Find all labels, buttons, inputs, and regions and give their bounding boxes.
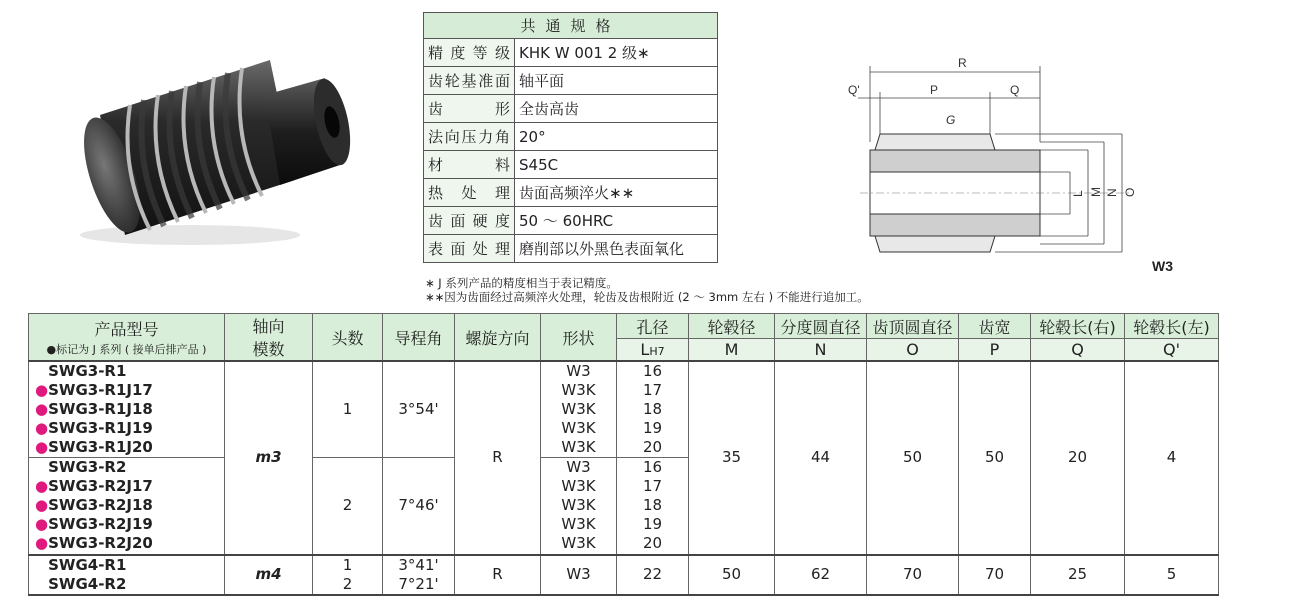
col-face: 齿宽 [959, 314, 1031, 339]
threads-cell [313, 555, 383, 595]
table-row [29, 361, 1219, 458]
shape-value: W3 [566, 362, 591, 380]
bore-cell [617, 361, 689, 458]
spec-key: 齿轮基准面 [424, 67, 515, 95]
spec-key: 齿面硬度 [424, 207, 515, 235]
dim-Q-prime: Q' [848, 83, 860, 97]
table-row [29, 555, 1219, 595]
col-pitch-dia: 分度圆直径 [775, 314, 867, 339]
col-model-label: 产品型号 [94, 320, 159, 339]
col-bore: 孔径 [617, 314, 689, 339]
product-table [28, 313, 1219, 596]
col-model-note: ●标记为 J 系列 ( 接单后排产品 ) [46, 343, 207, 356]
note-2: ∗∗因为齿面经过高频淬火处理，轮齿及齿根附近 (2 ～ 3mm 左右 ) 不能进行追加工。 [425, 290, 869, 304]
pitch-dia-value: 62 [775, 555, 867, 595]
spec-value: 齿面高频淬火∗∗ [515, 179, 718, 207]
pitch-dia-value: 44 [775, 361, 867, 555]
hub-dia-value: 35 [689, 361, 775, 555]
outer-dia-value: 70 [867, 555, 959, 595]
spec-key: 表面处理 [424, 235, 515, 263]
model-code: ●SWG3-R1J19 [35, 419, 153, 437]
module-value: m3 [225, 361, 313, 555]
w3-dimension-drawing [840, 52, 1140, 262]
col-hub-dia-sub: M [689, 339, 775, 362]
dim-M: M [1089, 187, 1103, 197]
spec-value: S45C [515, 151, 718, 179]
hub-l-value: 5 [1125, 555, 1219, 595]
col-hub-r-sub: Q [1031, 339, 1125, 362]
threads-value: 1 [342, 555, 353, 574]
col-threads: 头数 [313, 314, 383, 362]
bore-value: 18 [642, 400, 663, 418]
bore-value: 16 [642, 458, 663, 477]
model-cell [29, 458, 225, 555]
shape-value: W3K [561, 496, 596, 515]
dim-N: N [1105, 188, 1119, 197]
col-module-label-1: 轴向 [252, 317, 285, 336]
col-hub-r: 轮毂长(右) [1031, 314, 1125, 339]
model-code: ●SWG3-R2J20 [35, 534, 153, 553]
worm-gear-photo [70, 40, 370, 250]
spec-key: 材料 [424, 151, 515, 179]
bore-value: 19 [642, 515, 663, 534]
bore-value: 16 [642, 362, 663, 380]
col-module [225, 314, 313, 362]
model-code: ●SWG3-R2J18 [35, 496, 153, 515]
col-lead-angle: 导程角 [383, 314, 455, 362]
col-bore-sub: LH7 [617, 339, 689, 362]
dim-O: O [1123, 187, 1137, 197]
col-module-label-2: 模数 [252, 340, 285, 359]
bore-value: 20 [642, 438, 663, 456]
outer-dia-value: 50 [867, 361, 959, 555]
hub-l-value: 4 [1125, 361, 1219, 555]
note-1: ∗ J 系列产品的精度相当于表记精度。 [425, 276, 618, 290]
shape-cell [541, 361, 617, 458]
hand-value: R [455, 361, 541, 555]
spec-key: 齿形 [424, 95, 515, 123]
shape-value: W3K [561, 534, 596, 553]
bore-value: 22 [617, 555, 689, 595]
model-cell [29, 555, 225, 595]
shape-value: W3K [561, 515, 596, 534]
shape-cell [541, 458, 617, 555]
model-cell [29, 361, 225, 458]
model-code: SWG3-R2 [48, 458, 127, 477]
face-value: 70 [959, 555, 1031, 595]
spec-value: 磨削部以外黑色表面氧化 [515, 235, 718, 263]
threads-value: 2 [342, 574, 353, 593]
bore-value: 19 [642, 419, 663, 437]
hand-value: R [455, 555, 541, 595]
model-code: ●SWG3-R2J17 [35, 477, 153, 496]
bore-cell [617, 458, 689, 555]
dim-L: L [1071, 190, 1085, 197]
col-hub-dia: 轮毂径 [689, 314, 775, 339]
col-hub-l-sub: Q' [1125, 339, 1219, 362]
model-code: ●SWG3-R1J18 [35, 400, 153, 418]
lead-angle-value: 7°21' [398, 574, 439, 593]
shape-value: W3K [561, 419, 596, 437]
spec-value: 50 ～ 60HRC [515, 207, 718, 235]
threads-value: 1 [313, 361, 383, 458]
bore-value: 20 [642, 534, 663, 553]
model-code: SWG4-R1 [48, 555, 127, 574]
shape-value: W3 [566, 458, 591, 477]
lead-angle-value: 3°54' [383, 361, 455, 458]
lead-angle-cell [383, 555, 455, 595]
col-shape: 形状 [541, 314, 617, 362]
spec-notes [425, 276, 869, 304]
col-hub-l: 轮毂长(左) [1125, 314, 1219, 339]
threads-value: 2 [313, 458, 383, 555]
hub-dia-value: 50 [689, 555, 775, 595]
col-model [29, 314, 225, 362]
spec-value: 轴平面 [515, 67, 718, 95]
lead-angle-value: 3°41' [398, 555, 439, 574]
col-outer-dia: 齿顶圆直径 [867, 314, 959, 339]
model-code: SWG3-R1 [48, 362, 127, 380]
dim-G: G [946, 113, 956, 127]
bore-value: 17 [642, 477, 663, 496]
lead-angle-value: 7°46' [383, 458, 455, 555]
col-pitch-dia-sub: N [775, 339, 867, 362]
col-face-sub: P [959, 339, 1031, 362]
dim-R: R [958, 56, 967, 70]
module-value: m4 [225, 555, 313, 595]
shape-value: W3K [561, 400, 596, 418]
spec-header: 共通规格 [424, 13, 718, 39]
spec-value: 全齿高齿 [515, 95, 718, 123]
model-code: ●SWG3-R2J19 [35, 515, 153, 534]
common-spec-table [423, 12, 718, 263]
dim-Q: Q [1010, 83, 1020, 97]
spec-value: KHK W 001 2 级∗ [515, 39, 718, 67]
hub-r-value: 25 [1031, 555, 1125, 595]
spec-value: 20° [515, 123, 718, 151]
model-code: SWG4-R2 [48, 574, 127, 593]
spec-key: 法向压力角 [424, 123, 515, 151]
shape-value: W3K [561, 477, 596, 496]
shape-value: W3 [541, 555, 617, 595]
bore-value: 18 [642, 496, 663, 515]
face-value: 50 [959, 361, 1031, 555]
hub-r-value: 20 [1031, 361, 1125, 555]
dim-P: P [930, 83, 939, 97]
spec-key: 精度等级 [424, 39, 515, 67]
spec-key: 热处理 [424, 179, 515, 207]
col-hand: 螺旋方向 [455, 314, 541, 362]
model-code: ●SWG3-R1J17 [35, 381, 153, 399]
drawing-label: W3 [1152, 258, 1173, 274]
col-outer-dia-sub: O [867, 339, 959, 362]
bore-value: 17 [642, 381, 663, 399]
shape-value: W3K [561, 438, 596, 456]
shape-value: W3K [561, 381, 596, 399]
model-code: ●SWG3-R1J20 [35, 438, 153, 456]
